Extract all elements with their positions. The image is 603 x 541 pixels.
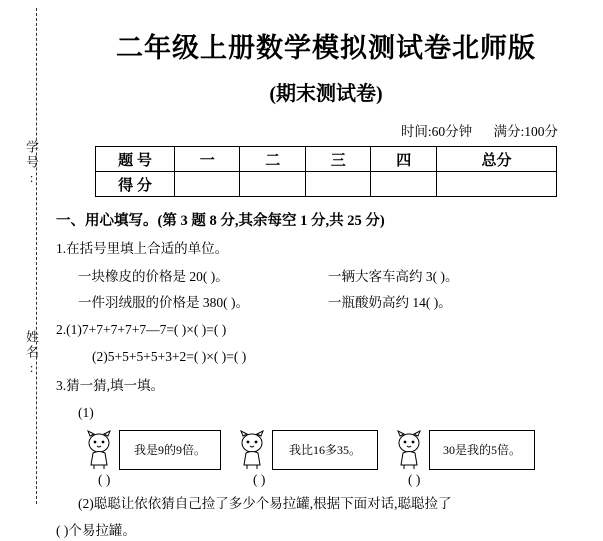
score-table-cell: 二 [240, 147, 305, 172]
table-row [96, 147, 557, 172]
question-3-answer-row [56, 472, 596, 488]
score-table-cell: 总分 [436, 147, 556, 172]
score-table-cell-blank[interactable] [371, 172, 436, 197]
question-1-row-1 [56, 265, 596, 285]
student-id-label: 学号: [24, 140, 39, 187]
score-table-cell: 一 [175, 147, 240, 172]
list-item [82, 430, 221, 470]
question-1-stem: 1.在括号里填上合适的单位。 [56, 241, 229, 256]
score-table-cell-blank[interactable] [240, 172, 305, 197]
question-1-item: 一辆大客车高约 3( )。 [328, 269, 459, 285]
table-row [96, 172, 557, 197]
question-3-sub-2-cont: ( )个易拉罐。 [56, 522, 136, 538]
exam-meta [56, 120, 596, 140]
exam-full-score: 满分:100分 [493, 124, 558, 139]
binding-dashed-line [36, 8, 37, 504]
page-subtitle: (期末测试卷) [269, 83, 383, 105]
speech-bubble: 30是我的5倍。 [429, 430, 535, 470]
answer-blank[interactable]: ( ) [98, 471, 111, 487]
list-item [235, 430, 378, 470]
question-2-line-2: (2)5+5+5+5+3+2=( )×( )=( ) [92, 348, 247, 364]
list-item [392, 430, 535, 470]
exam-time: 时间:60分钟 [400, 124, 473, 139]
question-1-item: 一块橡皮的价格是 20( )。 [78, 269, 229, 285]
question-3-stem: 3.猜一猜,填一填。 [56, 378, 164, 394]
tiger-icon [392, 430, 426, 470]
score-table-cell-blank[interactable] [175, 172, 240, 197]
paper-content [56, 0, 596, 541]
score-table-cell: 题 号 [96, 147, 175, 172]
tiger-icon [82, 430, 116, 470]
question-3-bubble-row [56, 430, 596, 470]
speech-bubble: 我是9的9倍。 [119, 430, 221, 470]
score-table-cell: 三 [305, 147, 370, 172]
answer-blank[interactable]: ( ) [253, 471, 266, 487]
score-table-cell: 四 [371, 147, 436, 172]
score-table [95, 146, 557, 197]
question-1-row-2 [56, 291, 596, 311]
page-title: 二年级上册数学模拟测试卷北师版 [116, 33, 536, 63]
question-3-sub-2: (2)聪聪让依依猜自己捡了多少个易拉罐,根据下面对话,聪聪捡了 [78, 495, 452, 511]
score-table-cell-blank[interactable] [305, 172, 370, 197]
section-1-title: 一、用心填写。(第 3 题 8 分,其余每空 1 分,共 25 分) [56, 213, 385, 229]
question-2-line-1: 2.(1)7+7+7+7+7—7=( )×( )=( ) [56, 322, 227, 338]
question-1-item: 一瓶酸奶高约 14( )。 [328, 295, 452, 311]
question-1-item: 一件羽绒服的价格是 380( )。 [78, 295, 249, 311]
student-name-label: 姓名: [24, 330, 39, 377]
score-table-cell-blank[interactable] [436, 172, 556, 197]
speech-bubble: 我比16多35。 [272, 430, 378, 470]
tiger-icon [235, 430, 269, 470]
score-table-cell: 得 分 [96, 172, 175, 197]
question-3-sub-1: (1) [78, 404, 94, 420]
answer-blank[interactable]: ( ) [408, 471, 421, 487]
